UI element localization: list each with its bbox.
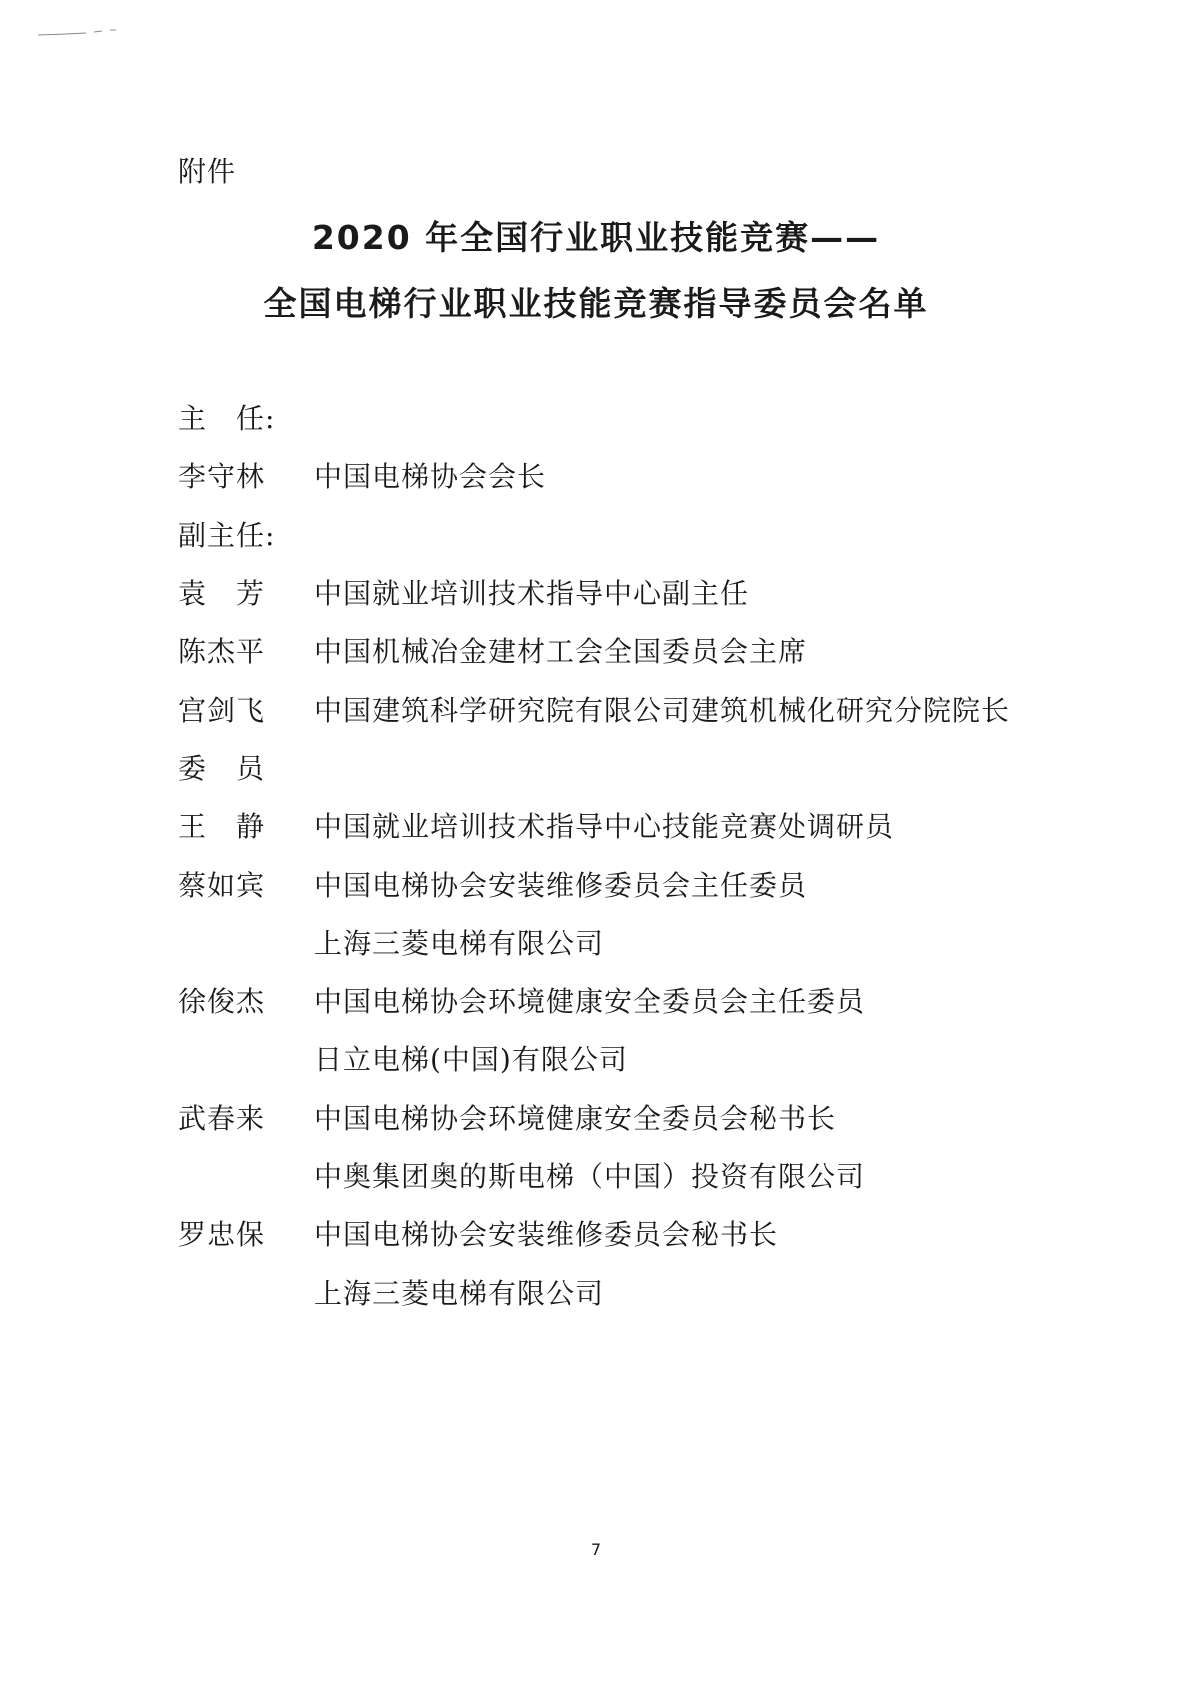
position-description: 上海三菱电梯有限公司 [314, 926, 605, 960]
role-or-name: 王 静 [178, 810, 266, 844]
list-item [178, 388, 1078, 446]
role-or-name: 宫剑飞 [178, 693, 266, 727]
list-item [178, 1204, 1078, 1262]
list-item [178, 1262, 1078, 1320]
list-item [178, 505, 1078, 563]
position-description: 中奥集团奥的斯电梯（中国）投资有限公司 [314, 1160, 866, 1193]
position-description: 中国机械冶金建材工会全国委员会主席 [314, 635, 808, 669]
role-or-name: 罗忠保 [178, 1218, 266, 1252]
list-item [178, 446, 1078, 504]
attachment-label: 附件 [178, 155, 237, 188]
list-item [178, 1029, 1078, 1087]
list-item [178, 1088, 1078, 1146]
position-description: 中国电梯协会环境健康安全委员会秘书长 [314, 1101, 837, 1135]
role-or-name: 陈杰平 [178, 635, 266, 669]
position-description: 中国电梯协会环境健康安全委员会主任委员 [314, 985, 866, 1019]
list-item [178, 679, 1078, 737]
list-item [178, 563, 1078, 621]
position-description: 中国建筑科学研究院有限公司建筑机械化研究分院院长 [314, 693, 1011, 727]
list-item [178, 796, 1078, 854]
role-or-name: 副主任: [178, 518, 276, 552]
role-or-name: 委 员 [178, 751, 266, 785]
list-item [178, 913, 1078, 971]
list-item [178, 971, 1078, 1029]
scan-artifact-mark [36, 28, 126, 38]
page-number: 7 [590, 1540, 602, 1559]
position-description: 中国就业培训技术指导中心技能竞赛处调研员 [314, 810, 895, 844]
list-item [178, 854, 1078, 912]
role-or-name: 蔡如宾 [178, 868, 266, 902]
document-title-line-2: 全国电梯行业职业技能竞赛指导委员会名单 [263, 284, 929, 323]
role-or-name: 武春来 [178, 1101, 266, 1135]
list-item [178, 621, 1078, 679]
position-description: 上海三菱电梯有限公司 [314, 1276, 605, 1310]
list-item [178, 1146, 1078, 1204]
role-or-name: 徐俊杰 [178, 985, 266, 1019]
committee-member-list [178, 388, 1078, 1321]
position-description: 中国电梯协会安装维修委员会主任委员 [314, 868, 808, 902]
role-or-name: 李守林 [178, 460, 266, 494]
position-description: 中国电梯协会安装维修委员会秘书长 [314, 1218, 779, 1252]
document-title-line-1: 2020 年全国行业职业技能竞赛—— [311, 218, 881, 257]
role-or-name: 主 任: [178, 402, 276, 436]
position-description: 中国就业培训技术指导中心副主任 [314, 577, 750, 611]
list-item [178, 738, 1078, 796]
position-description: 中国电梯协会会长 [314, 460, 547, 494]
position-description: 日立电梯(中国)有限公司 [314, 1043, 628, 1077]
role-or-name: 袁 芳 [178, 577, 266, 611]
